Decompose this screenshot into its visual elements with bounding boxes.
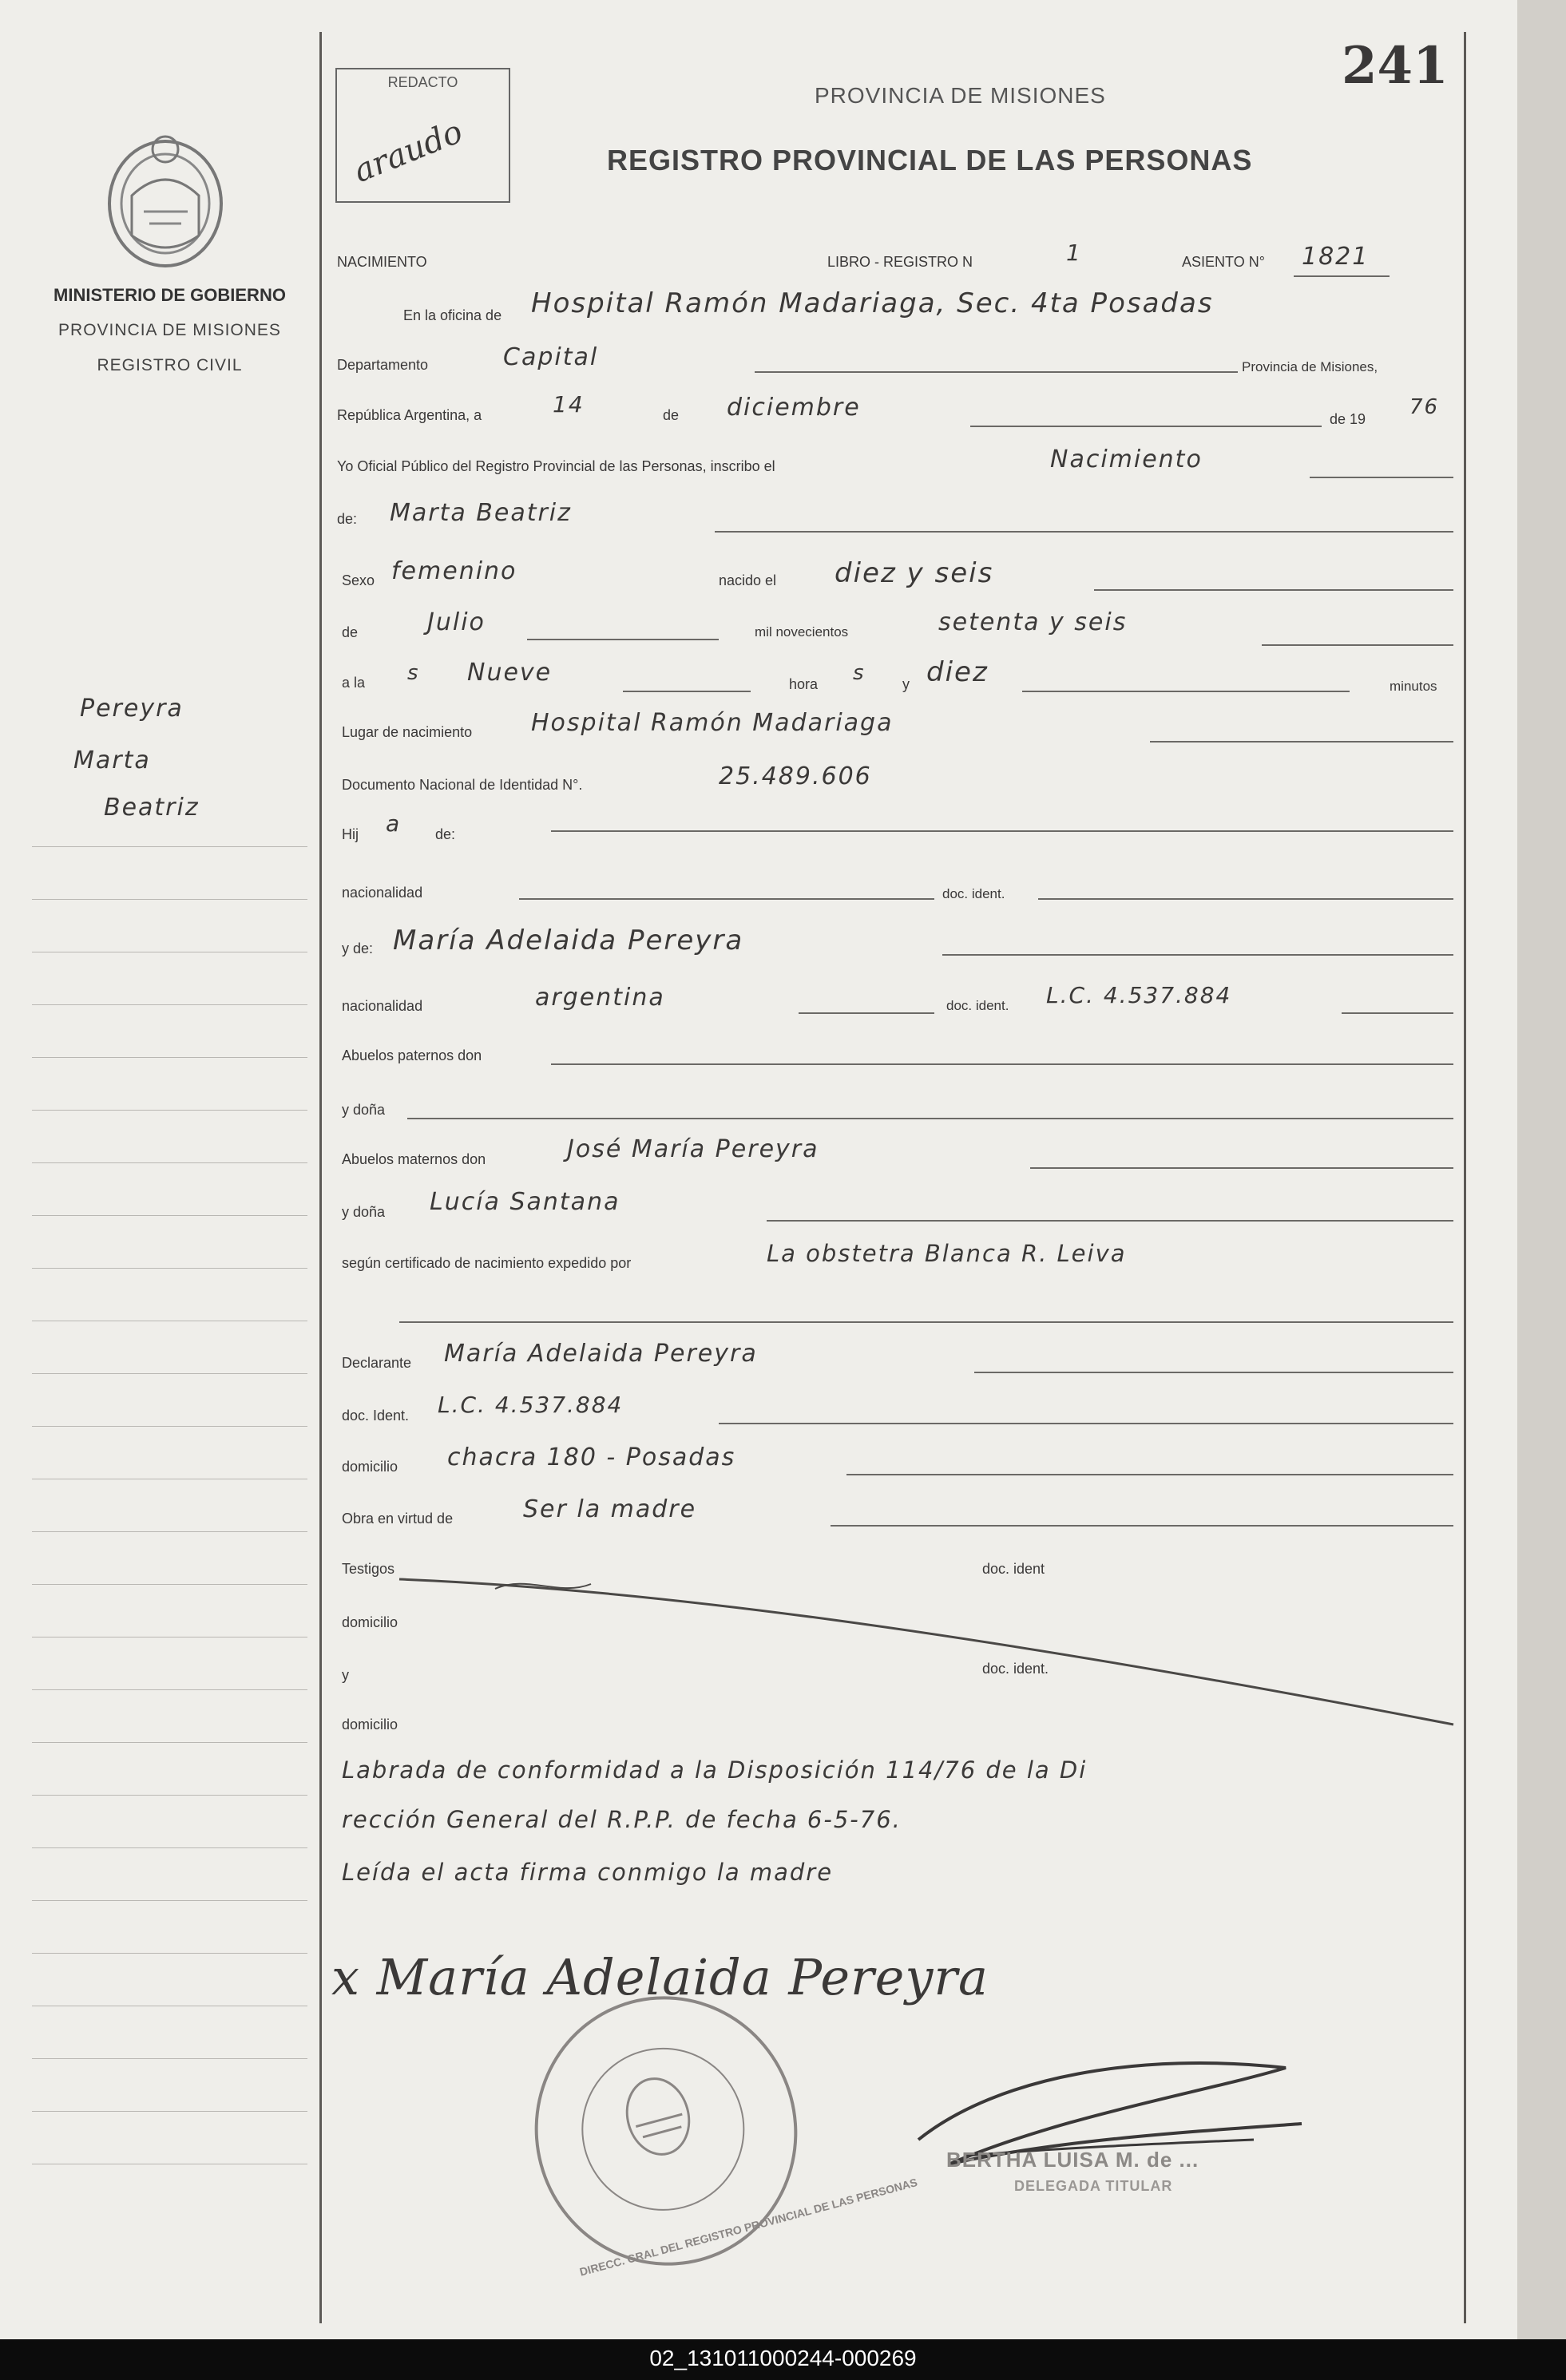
margin-rule-line xyxy=(32,2058,307,2059)
value-domicilio: chacra 180 - Posadas xyxy=(447,1443,736,1471)
label-de-nacido-mes: de xyxy=(342,624,359,640)
official-name-stamp: BERTHA LUISA M. de ... xyxy=(946,2148,1199,2172)
value-inscribo: Nacimiento xyxy=(1050,446,1203,473)
label-de-anio: de 19 xyxy=(1330,411,1366,427)
line-obra xyxy=(831,1525,1453,1527)
label-doc-ident-3: doc. Ident. xyxy=(342,1408,410,1424)
value-hora-suffix: s xyxy=(407,661,420,685)
margin-rule-line xyxy=(32,1268,307,1269)
footer-bar xyxy=(0,2339,1566,2380)
redacto-signature: araudo xyxy=(348,113,468,190)
label-lugar: Lugar de nacimiento xyxy=(342,724,473,740)
margin-rule-line xyxy=(32,1057,307,1058)
margin-note-name1: Marta xyxy=(73,746,151,774)
label-nacimiento: NACIMIENTO xyxy=(337,254,427,270)
label-de-mes: de xyxy=(663,407,680,423)
margin-rule-line xyxy=(32,2111,307,2112)
margin-note-name2: Beatriz xyxy=(104,794,200,822)
margin-rule-line xyxy=(32,1795,307,1796)
label-departamento: Departamento xyxy=(337,357,429,373)
footer-id: 02_131011000244-000269 xyxy=(649,2346,917,2370)
label-abuelos-paternos: Abuelos paternos don xyxy=(342,1047,482,1063)
margin-rule-line xyxy=(32,899,307,900)
label-hij: Hij xyxy=(342,826,359,842)
left-margin-rule xyxy=(319,32,322,2323)
margin-rule-line xyxy=(32,1847,307,1848)
margin-rule-line xyxy=(32,1953,307,1954)
line-doc-ident-1 xyxy=(1038,898,1453,900)
margin-rule-line xyxy=(32,1689,307,1690)
label-minutos: minutos xyxy=(1390,679,1437,694)
label-alas: a la xyxy=(342,675,366,691)
line-inscribo xyxy=(1310,477,1453,478)
value-minutos: diez xyxy=(926,656,989,688)
label-testigos: Testigos xyxy=(342,1561,395,1577)
value-nacionalidad-madre: argentina xyxy=(535,984,665,1012)
label-segun: según certificado de nacimiento expedido por xyxy=(342,1255,632,1271)
label-domicilio-2: domicilio xyxy=(342,1614,398,1630)
value-dni: 25.489.606 xyxy=(719,762,872,790)
signature-declarante: x María Adelaida Pereyra xyxy=(331,1948,989,2006)
label-dni: Documento Nacional de Identidad N°. xyxy=(342,777,583,793)
line-domicilio-1 xyxy=(846,1474,1453,1475)
margin-rule-line xyxy=(32,1742,307,1743)
label-nacionalidad-2: nacionalidad xyxy=(342,998,423,1014)
note-line-2: rección General del R.P.P. de fecha 6-5-76. xyxy=(342,1806,902,1833)
label-nacido: nacido el xyxy=(719,572,777,588)
margin-rule-line xyxy=(32,1004,307,1005)
value-abuelo-materno: José María Pereyra xyxy=(567,1135,819,1163)
header-registry: REGISTRO PROVINCIAL DE LAS PERSONAS xyxy=(607,144,1253,176)
line-departamento xyxy=(755,371,1238,373)
redacto-box xyxy=(335,68,510,203)
label-de-padre: de: xyxy=(435,826,456,842)
value-nacido-anio: setenta y seis xyxy=(938,608,1128,636)
cancellation-strike xyxy=(399,1573,1461,1733)
label-oficina: En la oficina de xyxy=(403,307,502,323)
margin-rule-line xyxy=(32,1900,307,1901)
margin-rule-line xyxy=(32,1162,307,1163)
label-de-nombre: de: xyxy=(337,511,358,527)
label-abuelos-maternos: Abuelos maternos don xyxy=(342,1151,486,1167)
value-libro: 1 xyxy=(1066,240,1082,266)
official-seal xyxy=(505,1966,919,2295)
margin-rule-line xyxy=(32,1584,307,1585)
line-nacionalidad-1 xyxy=(519,898,934,900)
line-nacido xyxy=(1094,589,1453,591)
value-nacido-dia: diez y seis xyxy=(835,557,994,589)
margin-rule-line xyxy=(32,1426,307,1427)
label-y-testigo: y xyxy=(342,1667,349,1683)
value-doc-madre: L.C. 4.537.884 xyxy=(1046,982,1232,1008)
value-asiento: 1821 xyxy=(1302,243,1370,271)
label-domicilio-1: domicilio xyxy=(342,1459,398,1475)
margin-note-surname: Pereyra xyxy=(80,695,184,723)
header-province: PROVINCIA DE MISIONES xyxy=(815,83,1106,108)
line-nacido-mes xyxy=(527,639,719,640)
value-horas-suffix: s xyxy=(853,661,866,685)
value-nombre: Marta Beatriz xyxy=(390,499,572,527)
ministry-province: PROVINCIA DE MISIONES xyxy=(58,321,281,339)
note-line-1: Labrada de conformidad a la Disposición 114/76 de la Di xyxy=(342,1756,1088,1784)
line-nacionalidad-2 xyxy=(799,1012,934,1014)
line-declarante xyxy=(974,1372,1453,1373)
line-doc-ident-2 xyxy=(1342,1012,1453,1014)
label-libro: LIBRO - REGISTRO N xyxy=(827,254,973,270)
margin-rule-line xyxy=(32,1531,307,1532)
line-lugar xyxy=(1150,741,1453,743)
value-hij-suffix: a xyxy=(386,810,402,837)
label-nacionalidad-1: nacionalidad xyxy=(342,885,423,901)
line-madre xyxy=(942,954,1453,956)
ministry-registry: REGISTRO CIVIL xyxy=(97,356,243,374)
value-lugar: Hospital Ramón Madariaga xyxy=(531,709,894,737)
line-abuelos-paternos xyxy=(551,1063,1453,1065)
value-mes: diciembre xyxy=(727,394,861,422)
line-certificado-2 xyxy=(399,1321,1453,1323)
margin-rule-line xyxy=(32,1373,307,1374)
value-doc-declarante: L.C. 4.537.884 xyxy=(438,1392,624,1418)
page-number: 241 xyxy=(1342,36,1449,96)
label-y-dona-2: y doña xyxy=(342,1204,386,1220)
label-asiento: ASIENTO N° xyxy=(1182,254,1265,270)
label-doc-ident-1: doc. ident. xyxy=(942,886,1005,901)
line-minutos xyxy=(1022,691,1350,692)
label-doc-ident-5: doc. ident. xyxy=(982,1661,1049,1677)
margin-rule-line xyxy=(32,1110,307,1111)
value-nacido-mes: Julio xyxy=(427,608,486,636)
label-doc-ident-4: doc. ident xyxy=(982,1561,1045,1577)
value-abuela-materna: Lucía Santana xyxy=(430,1188,620,1216)
official-title-stamp: DELEGADA TITULAR xyxy=(1014,2178,1173,2194)
value-dia: 14 xyxy=(553,391,585,418)
line-hora xyxy=(623,691,751,692)
value-sexo: femenino xyxy=(391,557,517,585)
value-hora: Nueve xyxy=(467,659,553,687)
value-obra: Ser la madre xyxy=(523,1495,697,1523)
note-line-3: Leída el acta firma conmigo la madre xyxy=(342,1859,834,1886)
label-mil: mil novecientos xyxy=(755,624,849,640)
value-anio: 76 xyxy=(1409,395,1440,419)
line-nombre xyxy=(715,531,1453,533)
label-doc-ident-2: doc. ident. xyxy=(946,998,1009,1013)
label-horas: hora xyxy=(789,676,819,692)
value-declarante: María Adelaida Pereyra xyxy=(444,1340,758,1368)
redacto-label: REDACTO xyxy=(387,74,458,90)
ministry-title: MINISTERIO DE GOBIERNO xyxy=(54,285,286,305)
line-mes xyxy=(970,426,1322,427)
line-y-dona-2 xyxy=(767,1220,1453,1222)
seal-text: DIRECC. GRAL DEL REGISTRO PROVINCIAL DE LAS PERSONAS xyxy=(578,2176,919,2279)
label-sexo: Sexo xyxy=(342,572,375,588)
line-padre xyxy=(551,830,1453,832)
label-declarante: Declarante xyxy=(342,1355,412,1371)
label-y-dona-1: y doña xyxy=(342,1102,386,1118)
line-abuelos-maternos xyxy=(1030,1167,1453,1169)
label-oficial: Yo Oficial Público del Registro Provincial de las Personas, inscribo el xyxy=(337,458,775,474)
margin-rule-line xyxy=(32,846,307,847)
label-obra: Obra en virtud de xyxy=(342,1511,454,1527)
margin-rule-line xyxy=(32,1215,307,1216)
line-doc-ident-3 xyxy=(719,1423,1453,1424)
label-republica: República Argentina, a xyxy=(337,407,482,423)
value-certificado: La obstetra Blanca R. Leiva xyxy=(767,1240,1127,1267)
label-y-minutos: y xyxy=(902,676,910,692)
label-provincia: Provincia de Misiones, xyxy=(1242,359,1378,374)
right-margin-rule xyxy=(1464,32,1466,2323)
value-departamento: Capital xyxy=(503,343,599,371)
value-oficina: Hospital Ramón Madariaga, Sec. 4ta Posadas xyxy=(531,287,1214,319)
label-domicilio-3: domicilio xyxy=(342,1717,398,1733)
label-y-de: y de: xyxy=(342,941,374,956)
line-nacido-anio xyxy=(1262,644,1453,646)
value-madre: María Adelaida Pereyra xyxy=(393,925,744,956)
line-y-dona-1 xyxy=(407,1118,1453,1119)
page-edge xyxy=(1517,0,1566,2339)
line-asiento xyxy=(1294,275,1390,277)
coat-of-arms-icon xyxy=(100,132,232,271)
